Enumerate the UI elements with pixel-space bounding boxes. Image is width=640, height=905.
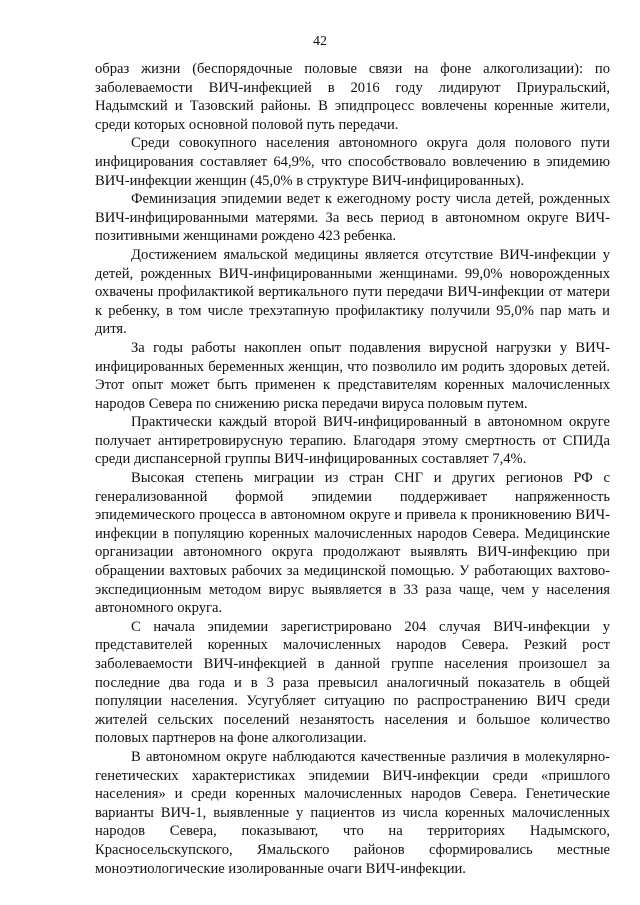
paragraph-migration: Высокая степень миграции из стран СНГ и других регионов РФ с генерализованной формой эпидемии поддерживает напряженность эпидемического процесса в автономном округе и привела к проникновению ВИЧ-инфекции в популяцию коренных малочисленных народов Севера. Медицинские организации автономного округа продолжают выявлять ВИЧ-инфекцию при обращении вахтовых рабочих за медицинской помощью. У работающих вахтово-экспедиционным методом вирус выявляется в 33 раза чаще, чем у населения автономного округа. (95, 470, 610, 617)
body-text (95, 60, 610, 878)
paragraph-viral-load-experience: За годы работы накоплен опыт подавления вирусной нагрузки у ВИЧ-инфицированных беременных женщин, что позволило им родить здоровых детей. Этот опыт может быть применен к представителям коренных малочисленных народов Севера по снижению риска передачи вируса половым путем. (95, 339, 610, 412)
paragraph-perinatal-prevention: Достижением ямальской медицины является отсутствие ВИЧ-инфекции у детей, рожденных ВИЧ-инфицированными женщинами. 99,0% новорожденных охвачены профилактикой вертикального пути передачи ВИЧ-инфекции от матери к ребенку, в том числе трехэтапную профилактику получили 95,0% пар мать и дитя. (95, 246, 610, 338)
paragraph-continuation: образ жизни (беспорядочные половые связи на фоне алкоголизации): по заболеваемости ВИЧ-инфекцией в 2016 году лидируют Приуральский, Надымский и Тазовский районы. В эпидпроцесс вовлечены коренные жители, среди которых основной половой путь передачи. (95, 61, 610, 133)
paragraph-indigenous-cases: С начала эпидемии зарегистрировано 204 случая ВИЧ-инфекции у представителей коренных малочисленных народов Севера. Резкий рост заболеваемости ВИЧ-инфекцией в данной группе населения произошел за последние два года и в 3 раза превысил аналогичный показатель в общей популяции населения. Усугубляет ситуацию по распространению ВИЧ среди жителей сельских поселений незанятость населения и большое количество половых партнеров на фоне алкоголизации. (95, 618, 610, 747)
paragraph-sexual-transmission: Среди совокупного населения автономного округа доля полового пути инфицирования составляет 64,9%, что способствовало вовлечению в эпидемию ВИЧ-инфекции женщин (45,0% в структуре ВИЧ-инфицированных). (95, 135, 610, 189)
paragraph-antiretroviral-therapy: Практически каждый второй ВИЧ-инфицированный в автономном округе получает антиретровирусную терапию. Благодаря этому смертность от СПИДа среди диспансерной группы ВИЧ-инфицированных составляет 7,4%. (95, 414, 610, 468)
paragraph-molecular-genetics: В автономном округе наблюдаются качественные различия в молекулярно-генетических характеристиках эпидемии ВИЧ-инфекции среди «пришлого населения» и среди коренных малочисленных народов Севера. Генетические варианты ВИЧ-1, выявленные у пациентов из числа коренных малочисленных народов Севера, показывают, что на территориях Надымского, Красносельскупского, Ямальского районов сформировались местные моноэтиологические изолированные очаги ВИЧ-инфекции. (95, 748, 610, 877)
paragraph-feminization: Феминизация эпидемии ведет к ежегодному росту числа детей, рожденных ВИЧ-инфицированными матерями. За весь период в автономном округе ВИЧ-позитивными женщинами рождено 423 ребенка. (95, 191, 610, 245)
page-number: 42 (313, 34, 327, 49)
